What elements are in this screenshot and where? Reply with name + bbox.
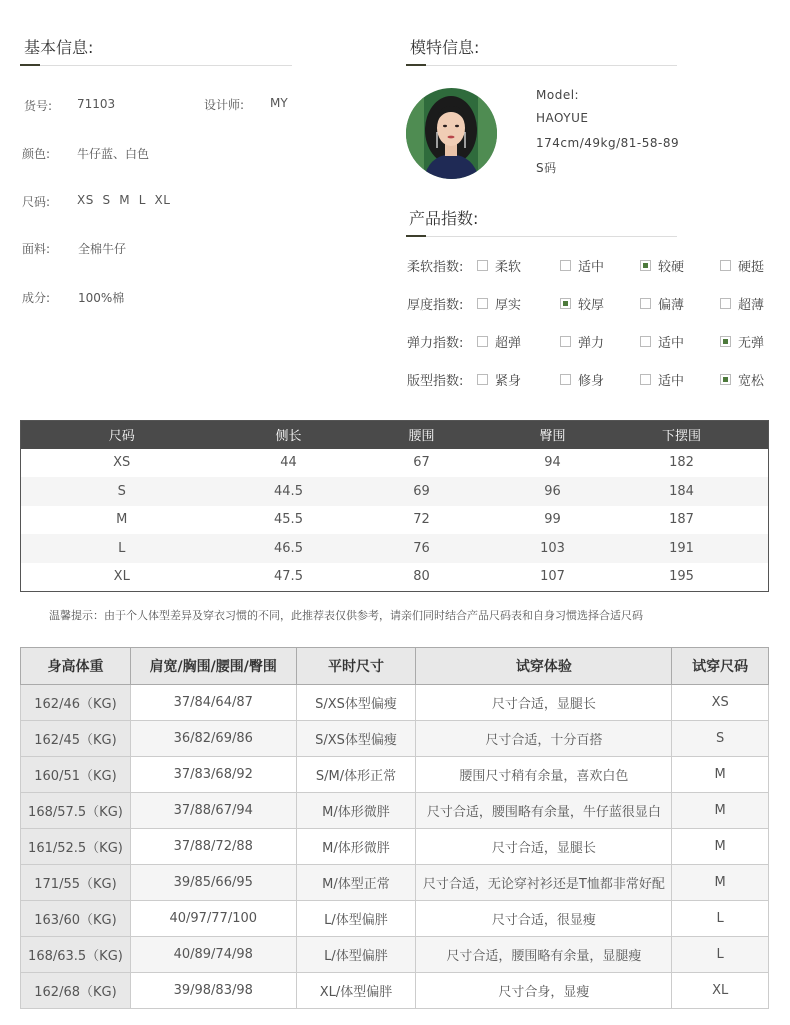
checkbox-icon (640, 336, 651, 347)
option-label: 超弹 (495, 336, 522, 351)
color-label: 颜色: (22, 147, 51, 161)
option-label: 偏薄 (658, 298, 685, 313)
table-cell: 162/68（KG) (21, 973, 131, 1009)
header-hem: 下摆围 (617, 421, 747, 449)
table-cell: 40/97/77/100 (130, 901, 296, 937)
table-cell: 163/60（KG) (21, 901, 131, 937)
table-cell (747, 477, 769, 506)
table-row (21, 685, 769, 721)
model-info-accent (406, 64, 426, 66)
table-cell: 尺寸合适，无论穿衬衫还是T恤都非常好配 (416, 865, 672, 901)
table-cell: 168/63.5（KG) (21, 937, 131, 973)
table-cell: 162/45（KG) (21, 721, 131, 757)
option-label: 柔软 (495, 260, 522, 275)
trial-table-header (21, 648, 769, 685)
fit-option-medium[interactable] (640, 370, 684, 389)
elasticity-option-medium[interactable] (640, 332, 684, 351)
table-cell: L/体型偏胖 (296, 901, 416, 937)
option-label: 较硬 (658, 260, 685, 275)
table-cell: 尺寸合适，显腿长 (416, 829, 672, 865)
checkbox-icon (477, 298, 488, 309)
table-cell: S (21, 477, 223, 506)
table-cell: 尺寸合适，很显瘦 (416, 901, 672, 937)
table-cell: M (672, 829, 769, 865)
elasticity-label: 弹力指数: (407, 336, 464, 351)
thickness-option-ultra-thin[interactable] (720, 294, 764, 313)
checkbox-checked-icon (640, 260, 651, 271)
size-chart-table (20, 420, 769, 592)
option-label: 弹力 (578, 336, 605, 351)
thickness-option-fairly-thick[interactable] (560, 294, 604, 313)
table-cell: XS (672, 685, 769, 721)
option-label: 修身 (578, 374, 605, 389)
trial-fit-table (20, 647, 769, 1009)
table-cell: XL (113, 569, 130, 585)
table-cell: 99 (544, 512, 561, 528)
option-label: 适中 (578, 260, 605, 275)
option-label: 硬挺 (738, 260, 765, 275)
table-cell: L (672, 937, 769, 973)
header-waist: 腰围 (355, 421, 489, 449)
elasticity-option-elastic[interactable] (560, 332, 604, 351)
table-cell: 尺寸合适，腰围略有余量，显腿瘦 (416, 937, 672, 973)
table-cell: 腰围尺寸稍有余量，喜欢白色 (416, 757, 672, 793)
table-cell: 40/89/74/98 (130, 937, 296, 973)
table-cell: M/体型正常 (296, 865, 416, 901)
composition-value: 100%棉 (78, 291, 125, 305)
table-cell: 37/84/64/87 (130, 685, 296, 721)
size-value: XS S M L XL (77, 193, 171, 207)
table-row (21, 757, 769, 793)
designer-value: MY (270, 96, 288, 110)
table-cell: 94 (544, 455, 561, 471)
table-cell: XL (672, 973, 769, 1009)
checkbox-icon (477, 260, 488, 271)
option-label: 适中 (658, 374, 685, 389)
table-cell: L (21, 534, 223, 563)
table-cell: 37/88/72/88 (130, 829, 296, 865)
table-cell: 36/82/69/86 (130, 721, 296, 757)
table-row (21, 506, 769, 535)
table-cell: 37/88/67/94 (130, 793, 296, 829)
checkbox-checked-icon (560, 298, 571, 309)
table-cell: S/M/体形正常 (296, 757, 416, 793)
table-row (21, 829, 769, 865)
model-name: HAOYUE (536, 111, 589, 125)
header-side-length: 侧长 (223, 421, 355, 449)
size-tip-note: 温馨提示：由于个人体型差异及穿衣习惯的不同，此推荐表仅供参考，请亲们同时结合产品尺码表和自身习惯选择合适尺码 (49, 609, 643, 622)
table-cell: S/XS体型偏瘦 (296, 685, 416, 721)
table-row (21, 534, 769, 563)
header-empty (747, 421, 769, 449)
product-index-title: 产品指数: (409, 209, 479, 228)
table-cell: 37/83/68/92 (130, 757, 296, 793)
table-cell: 76 (355, 534, 489, 563)
table-cell: 44 (280, 455, 297, 471)
table-cell: M (672, 865, 769, 901)
fabric-value: 全棉牛仔 (78, 242, 127, 256)
table-cell: 182 (669, 455, 694, 471)
fit-option-loose[interactable] (720, 370, 764, 389)
checkbox-icon (720, 260, 731, 271)
table-cell: 168/57.5（KG) (21, 793, 131, 829)
table-cell (747, 563, 769, 592)
table-row (21, 449, 769, 478)
option-label: 厚实 (495, 298, 522, 313)
option-label: 无弹 (738, 336, 765, 351)
elasticity-option-super[interactable] (477, 332, 521, 351)
header-size: 尺码 (21, 421, 223, 449)
checkbox-icon (640, 374, 651, 385)
model-label: Model: (536, 88, 580, 102)
table-cell: 67 (413, 455, 430, 471)
table-cell: 161/52.5（KG) (21, 829, 131, 865)
thickness-label: 厚度指数: (407, 298, 464, 313)
table-cell: M (672, 757, 769, 793)
checkbox-icon (560, 336, 571, 347)
model-portrait-image (406, 88, 497, 179)
checkbox-checked-icon (720, 336, 731, 347)
table-cell: 103 (489, 534, 617, 563)
basic-info-accent (20, 64, 40, 66)
size-label: 尺码: (22, 195, 51, 209)
checkbox-icon (477, 374, 488, 385)
table-row (21, 721, 769, 757)
product-index-accent (406, 235, 426, 237)
table-cell: M (672, 793, 769, 829)
model-avatar (406, 88, 497, 179)
table-cell: 162/46（KG) (21, 685, 131, 721)
table-cell (747, 506, 769, 535)
table-row (21, 937, 769, 973)
designer-label: 设计师: (204, 98, 245, 112)
table-row (21, 901, 769, 937)
table-cell: 184 (617, 477, 747, 506)
table-cell: 160/51（KG) (21, 757, 131, 793)
table-cell: 96 (489, 477, 617, 506)
table-cell: 45.5 (274, 512, 303, 528)
table-cell: 尺寸合身，显瘦 (416, 973, 672, 1009)
table-cell: 69 (355, 477, 489, 506)
composition-label: 成分: (22, 291, 51, 305)
option-label: 超薄 (738, 298, 765, 313)
table-cell (747, 534, 769, 563)
table-cell: L (672, 901, 769, 937)
option-label: 宽松 (738, 374, 765, 389)
model-info-divider (406, 65, 677, 66)
table-cell: M/体形微胖 (296, 829, 416, 865)
header-hip: 臀围 (489, 421, 617, 449)
table-cell: 187 (669, 512, 694, 528)
checkbox-icon (640, 298, 651, 309)
table-cell: M (116, 512, 128, 528)
softness-option-medium[interactable] (560, 256, 604, 275)
checkbox-icon (560, 260, 571, 271)
table-cell: 39/85/66/95 (130, 865, 296, 901)
softness-option-stiff[interactable] (720, 256, 764, 275)
softness-option-soft[interactable] (477, 256, 521, 275)
option-label: 较厚 (578, 298, 605, 313)
item-no-value: 71103 (77, 97, 116, 111)
header-experience: 试穿体验 (416, 648, 672, 685)
table-cell: XL/体型偏胖 (296, 973, 416, 1009)
table-cell: 47.5 (274, 569, 303, 585)
header-usual-size: 平时尺寸 (296, 648, 416, 685)
table-row (21, 973, 769, 1009)
softness-option-hard[interactable] (640, 256, 684, 275)
thickness-option-thin[interactable] (640, 294, 684, 313)
size-table-header (21, 421, 769, 449)
table-cell: 107 (540, 569, 565, 585)
checkbox-icon (560, 374, 571, 385)
fabric-label: 面料: (22, 242, 51, 256)
table-cell: XS (113, 455, 131, 471)
table-cell: 39/98/83/98 (130, 973, 296, 1009)
table-cell: 尺寸合适，显腿长 (416, 685, 672, 721)
checkbox-icon (477, 336, 488, 347)
table-cell: 171/55（KG) (21, 865, 131, 901)
basic-info-divider (20, 65, 292, 66)
table-cell: S/XS体型偏瘦 (296, 721, 416, 757)
checkbox-icon (720, 298, 731, 309)
table-row (21, 865, 769, 901)
model-measurements: 174cm/49kg/81-58-89 (536, 136, 680, 150)
table-row (21, 477, 769, 506)
table-cell: 191 (617, 534, 747, 563)
table-cell: 80 (413, 569, 430, 585)
table-cell: L/体型偏胖 (296, 937, 416, 973)
softness-label: 柔软指数: (407, 260, 464, 275)
model-size: S码 (536, 161, 557, 175)
thickness-option-thick[interactable] (477, 294, 521, 313)
color-value: 牛仔蓝、白色 (77, 147, 150, 161)
table-cell: S (672, 721, 769, 757)
basic-info-title: 基本信息: (24, 38, 94, 57)
fit-option-slim[interactable] (560, 370, 604, 389)
table-cell: 72 (413, 512, 430, 528)
option-label: 紧身 (495, 374, 522, 389)
elasticity-option-none[interactable] (720, 332, 764, 351)
table-row (21, 793, 769, 829)
header-height-weight: 身高体重 (21, 648, 131, 685)
product-index-divider (406, 236, 677, 237)
table-cell: 46.5 (223, 534, 355, 563)
table-row (21, 563, 769, 592)
fit-option-tight[interactable] (477, 370, 521, 389)
option-label: 适中 (658, 336, 685, 351)
fit-label: 版型指数: (407, 374, 464, 389)
table-cell: 44.5 (223, 477, 355, 506)
model-info-title: 模特信息: (410, 38, 480, 57)
table-cell (747, 449, 769, 478)
header-trial-size: 试穿尺码 (672, 648, 769, 685)
table-cell: 尺寸合适，腰围略有余量，牛仔蓝很显白 (416, 793, 672, 829)
header-measurements: 肩宽/胸围/腰围/臀围 (130, 648, 296, 685)
table-cell: 195 (669, 569, 694, 585)
table-cell: 尺寸合适，十分百搭 (416, 721, 672, 757)
item-no-label: 货号: (24, 99, 53, 113)
table-cell: M/体形微胖 (296, 793, 416, 829)
checkbox-checked-icon (720, 374, 731, 385)
